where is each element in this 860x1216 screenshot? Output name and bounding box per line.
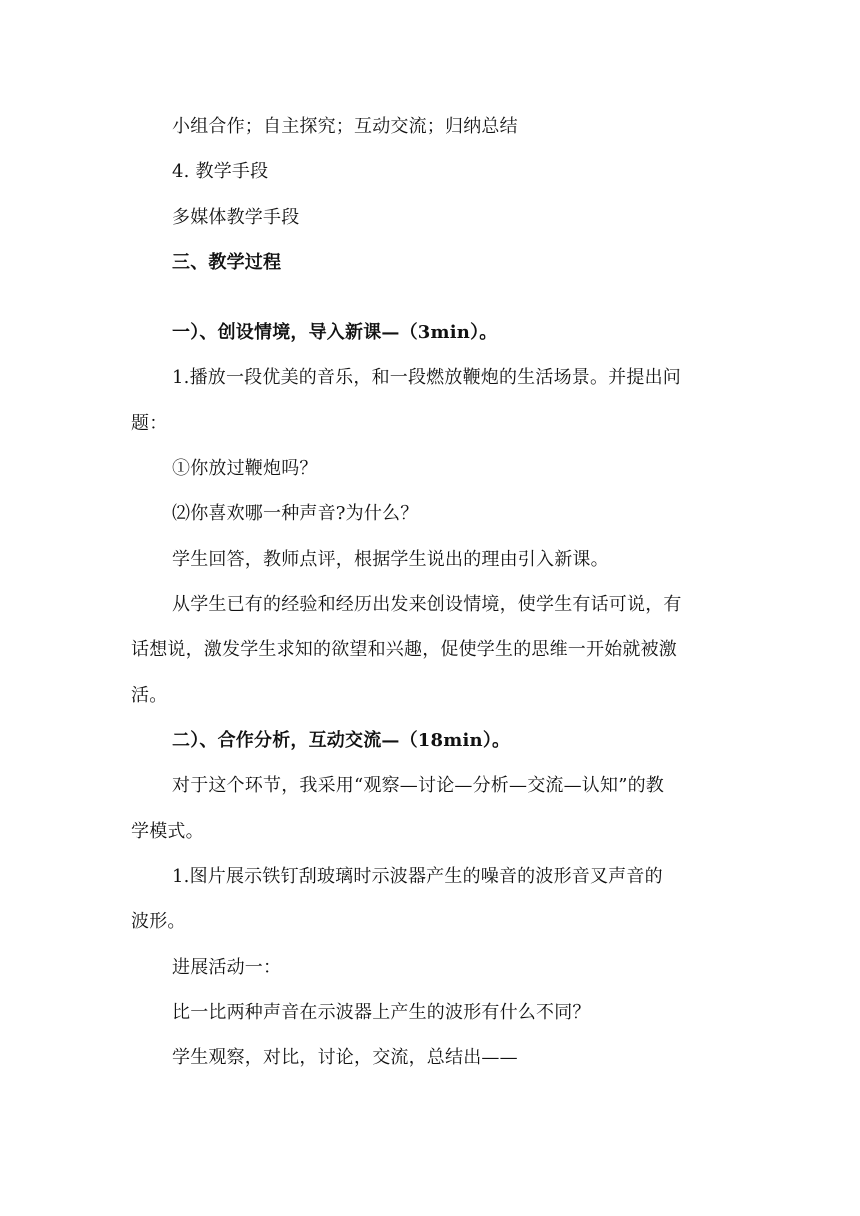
paragraph-1-line-2: 题：	[131, 413, 168, 434]
heading-teaching-means: 4. 教学手段	[172, 161, 269, 182]
paragraph-3-line-3: 活。	[131, 685, 168, 706]
paragraph-2: 学生回答，教师点评，根据学生说出的理由引入新课。	[172, 549, 609, 570]
student-summary: 学生观察，对比，讨论，交流，总结出——	[172, 1047, 518, 1068]
question-2: ⑵你喜欢哪一种声音?为什么？	[172, 503, 419, 524]
text-line-multimedia: 多媒体教学手段	[172, 207, 300, 228]
paragraph-3-line-2: 话想说，激发学生求知的欲望和兴趣，促使学生的思维一开始就被激	[131, 639, 677, 660]
heading-teaching-process: 三、教学过程	[172, 252, 282, 273]
activity-question: 比一比两种声音在示波器上产生的波形有什么不同？	[172, 1002, 591, 1023]
paragraph-4-line-2: 学模式。	[131, 821, 204, 842]
text-line-learning-methods: 小组合作；自主探究；互动交流；归纳总结	[172, 116, 518, 137]
paragraph-5-line-2: 波形。	[131, 911, 186, 932]
section-heading-1: 一）、创设情境，导入新课—（3min）。	[172, 322, 498, 343]
activity-title: 进展活动一：	[172, 957, 282, 978]
paragraph-4-line-1: 对于这个环节，我采用“观察—讨论—分析—交流—认知”的教	[172, 775, 665, 796]
paragraph-1-line-1: 1.播放一段优美的音乐，和一段燃放鞭炮的生活场景。并提出问	[172, 367, 681, 388]
paragraph-3-line-1: 从学生已有的经验和经历出发来创设情境，使学生有话可说，有	[172, 594, 682, 615]
paragraph-5-line-1: 1.图片展示铁钉刮玻璃时示波器产生的噪音的波形音叉声音的	[172, 866, 663, 887]
question-1: ①你放过鞭炮吗？	[172, 458, 318, 479]
section-heading-2: 二）、合作分析，互动交流—（18min）。	[172, 730, 511, 751]
